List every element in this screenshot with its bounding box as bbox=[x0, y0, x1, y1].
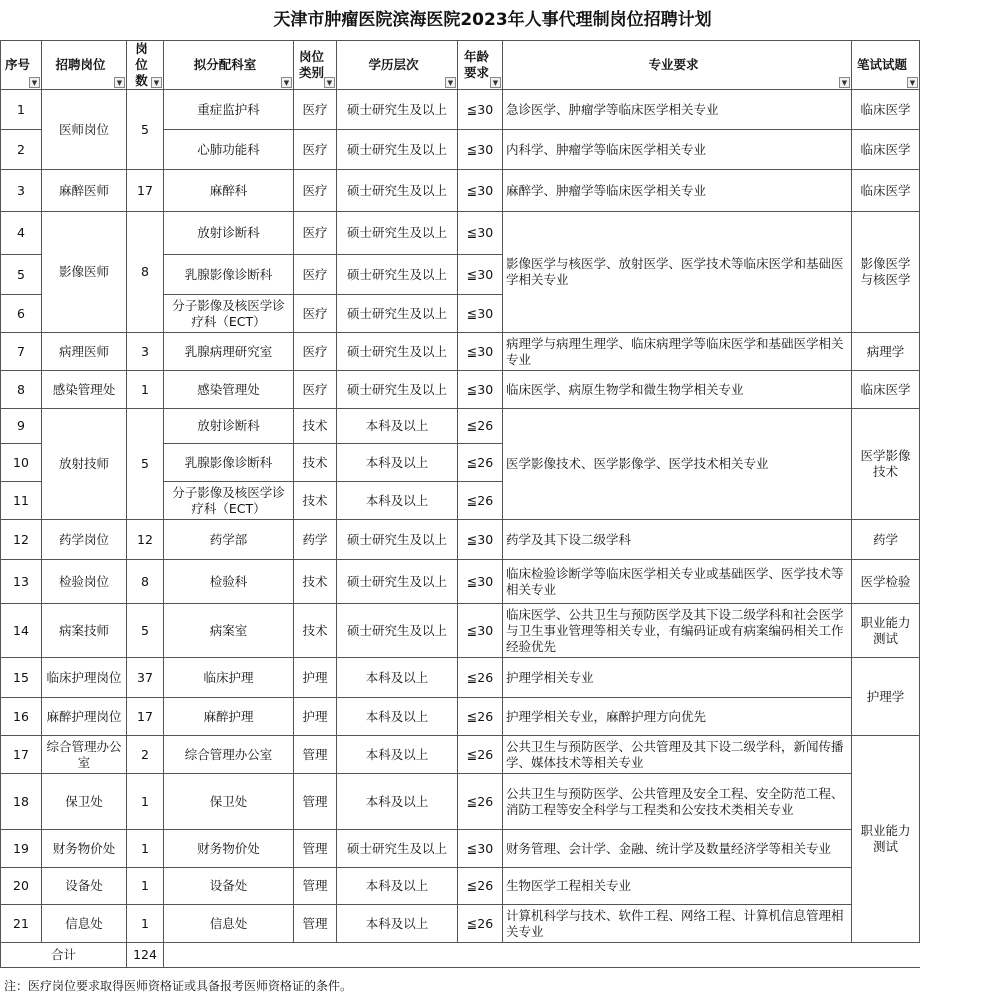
age-requirement-cell: ≦30 bbox=[458, 604, 503, 658]
department-cell: 重症监护科 bbox=[164, 90, 294, 130]
post-name-cell: 感染管理处 bbox=[42, 371, 127, 409]
education-level-cell: 本科及以上 bbox=[337, 444, 458, 482]
table-row bbox=[1, 604, 920, 658]
major-requirement-cell: 影像医学与核医学、放射医学、医学技术等临床医学和基础医学相关专业 bbox=[503, 212, 852, 333]
row-number-cell: 16 bbox=[1, 698, 42, 736]
row-number-cell: 11 bbox=[1, 482, 42, 520]
post-category-cell: 医疗 bbox=[294, 130, 337, 170]
filter-dropdown-icon[interactable]: ▼ bbox=[114, 77, 125, 88]
department-cell: 临床护理 bbox=[164, 658, 294, 698]
post-count-cell: 3 bbox=[127, 333, 164, 371]
post-category-cell: 管理 bbox=[294, 905, 337, 943]
age-requirement-cell: ≦26 bbox=[458, 868, 503, 905]
major-requirement-cell: 内科学、肿瘤学等临床医学相关专业 bbox=[503, 130, 852, 170]
major-requirement-cell: 护理学相关专业 bbox=[503, 658, 852, 698]
post-category-cell: 护理 bbox=[294, 658, 337, 698]
education-level-cell: 本科及以上 bbox=[337, 736, 458, 774]
table-row bbox=[1, 409, 920, 444]
header-no: 序号 ▼ bbox=[1, 41, 42, 90]
department-cell: 检验科 bbox=[164, 560, 294, 604]
table-row bbox=[1, 170, 920, 212]
row-number-cell: 2 bbox=[1, 130, 42, 170]
education-level-cell: 硕士研究生及以上 bbox=[337, 212, 458, 255]
filter-dropdown-icon[interactable]: ▼ bbox=[29, 77, 40, 88]
age-requirement-cell: ≦26 bbox=[458, 444, 503, 482]
row-number-cell: 1 bbox=[1, 90, 42, 130]
post-count-cell: 5 bbox=[127, 604, 164, 658]
written-exam-cell: 职业能力测试 bbox=[852, 736, 920, 943]
post-category-cell: 医疗 bbox=[294, 170, 337, 212]
written-exam-cell: 医学影像技术 bbox=[852, 409, 920, 520]
post-name-cell: 麻醉护理岗位 bbox=[42, 698, 127, 736]
header-education: 学历层次 ▼ bbox=[337, 41, 458, 90]
filter-dropdown-icon[interactable]: ▼ bbox=[281, 77, 292, 88]
age-requirement-cell: ≦30 bbox=[458, 255, 503, 295]
education-level-cell: 硕士研究生及以上 bbox=[337, 130, 458, 170]
row-number-cell: 13 bbox=[1, 560, 42, 604]
row-number-cell: 10 bbox=[1, 444, 42, 482]
header-exam: 笔试试题 ▼ bbox=[852, 41, 920, 90]
department-cell: 设备处 bbox=[164, 868, 294, 905]
post-category-cell: 医疗 bbox=[294, 255, 337, 295]
post-name-cell: 影像医师 bbox=[42, 212, 127, 333]
filter-dropdown-icon[interactable]: ▼ bbox=[151, 77, 162, 88]
age-requirement-cell: ≦26 bbox=[458, 698, 503, 736]
education-level-cell: 硕士研究生及以上 bbox=[337, 90, 458, 130]
major-requirement-cell: 公共卫生与预防医学、公共管理及安全工程、安全防范工程、消防工程等安全科学与工程类和公安技术类相关专业 bbox=[503, 774, 852, 830]
row-number-cell: 3 bbox=[1, 170, 42, 212]
department-cell: 保卫处 bbox=[164, 774, 294, 830]
post-name-cell: 医师岗位 bbox=[42, 90, 127, 170]
post-count-cell: 5 bbox=[127, 90, 164, 170]
header-category: 岗位类别 ▼ bbox=[294, 41, 337, 90]
total-count: 124 bbox=[127, 943, 164, 968]
header-row bbox=[1, 41, 920, 90]
filter-dropdown-icon[interactable]: ▼ bbox=[445, 77, 456, 88]
table-row bbox=[1, 658, 920, 698]
post-category-cell: 护理 bbox=[294, 698, 337, 736]
education-level-cell: 硕士研究生及以上 bbox=[337, 371, 458, 409]
row-number-cell: 15 bbox=[1, 658, 42, 698]
major-requirement-cell: 急诊医学、肿瘤学等临床医学相关专业 bbox=[503, 90, 852, 130]
written-exam-cell: 药学 bbox=[852, 520, 920, 560]
row-number-cell: 4 bbox=[1, 212, 42, 255]
education-level-cell: 本科及以上 bbox=[337, 658, 458, 698]
post-category-cell: 技术 bbox=[294, 409, 337, 444]
education-level-cell: 本科及以上 bbox=[337, 698, 458, 736]
post-name-cell: 保卫处 bbox=[42, 774, 127, 830]
table-row bbox=[1, 830, 920, 868]
department-cell: 乳腺影像诊断科 bbox=[164, 255, 294, 295]
post-category-cell: 管理 bbox=[294, 868, 337, 905]
row-number-cell: 20 bbox=[1, 868, 42, 905]
age-requirement-cell: ≦30 bbox=[458, 520, 503, 560]
header-age: 年龄要求 ▼ bbox=[458, 41, 503, 90]
department-cell: 分子影像及核医学诊疗科（ECT） bbox=[164, 482, 294, 520]
age-requirement-cell: ≦30 bbox=[458, 560, 503, 604]
age-requirement-cell: ≦30 bbox=[458, 830, 503, 868]
row-number-cell: 12 bbox=[1, 520, 42, 560]
written-exam-cell: 临床医学 bbox=[852, 130, 920, 170]
department-cell: 放射诊断科 bbox=[164, 212, 294, 255]
post-count-cell: 1 bbox=[127, 774, 164, 830]
table-row bbox=[1, 333, 920, 371]
row-number-cell: 14 bbox=[1, 604, 42, 658]
post-category-cell: 医疗 bbox=[294, 295, 337, 333]
filter-dropdown-icon[interactable]: ▼ bbox=[839, 77, 850, 88]
education-level-cell: 硕士研究生及以上 bbox=[337, 830, 458, 868]
age-requirement-cell: ≦30 bbox=[458, 170, 503, 212]
row-number-cell: 19 bbox=[1, 830, 42, 868]
post-count-cell: 1 bbox=[127, 830, 164, 868]
post-count-cell: 1 bbox=[127, 868, 164, 905]
age-requirement-cell: ≦30 bbox=[458, 295, 503, 333]
age-requirement-cell: ≦30 bbox=[458, 90, 503, 130]
age-requirement-cell: ≦30 bbox=[458, 333, 503, 371]
major-requirement-cell: 公共卫生与预防医学、公共管理及其下设二级学科，新闻传播学、媒体技术等相关专业 bbox=[503, 736, 852, 774]
table-row bbox=[1, 90, 920, 130]
post-count-cell: 17 bbox=[127, 698, 164, 736]
row-number-cell: 9 bbox=[1, 409, 42, 444]
major-requirement-cell: 计算机科学与技术、软件工程、网络工程、计算机信息管理相关专业 bbox=[503, 905, 852, 943]
department-cell: 病案室 bbox=[164, 604, 294, 658]
post-name-cell: 综合管理办公室 bbox=[42, 736, 127, 774]
age-requirement-cell: ≦26 bbox=[458, 482, 503, 520]
post-category-cell: 技术 bbox=[294, 604, 337, 658]
written-exam-cell: 临床医学 bbox=[852, 170, 920, 212]
row-number-cell: 21 bbox=[1, 905, 42, 943]
post-name-cell: 设备处 bbox=[42, 868, 127, 905]
post-name-cell: 药学岗位 bbox=[42, 520, 127, 560]
post-category-cell: 管理 bbox=[294, 774, 337, 830]
education-level-cell: 硕士研究生及以上 bbox=[337, 255, 458, 295]
row-number-cell: 17 bbox=[1, 736, 42, 774]
major-requirement-cell: 生物医学工程相关专业 bbox=[503, 868, 852, 905]
footnote: 注：医疗岗位要求取得医师资格证或具备报考医师资格证的条件。 bbox=[4, 979, 353, 993]
header-dept: 拟分配科室 ▼ bbox=[164, 41, 294, 90]
written-exam-cell: 护理学 bbox=[852, 658, 920, 736]
major-requirement-cell: 药学及其下设二级学科 bbox=[503, 520, 852, 560]
education-level-cell: 硕士研究生及以上 bbox=[337, 560, 458, 604]
education-level-cell: 本科及以上 bbox=[337, 482, 458, 520]
post-category-cell: 管理 bbox=[294, 736, 337, 774]
education-level-cell: 硕士研究生及以上 bbox=[337, 333, 458, 371]
department-cell: 麻醉护理 bbox=[164, 698, 294, 736]
age-requirement-cell: ≦26 bbox=[458, 409, 503, 444]
department-cell: 信息处 bbox=[164, 905, 294, 943]
major-requirement-cell: 临床检验诊断学等临床医学相关专业或基础医学、医学技术等相关专业 bbox=[503, 560, 852, 604]
post-count-cell: 2 bbox=[127, 736, 164, 774]
post-count-cell: 1 bbox=[127, 905, 164, 943]
table-row bbox=[1, 212, 920, 255]
department-cell: 麻醉科 bbox=[164, 170, 294, 212]
post-count-cell: 12 bbox=[127, 520, 164, 560]
written-exam-cell: 影像医学与核医学 bbox=[852, 212, 920, 333]
major-requirement-cell: 病理学与病理生理学、临床病理学等临床医学和基础医学相关专业 bbox=[503, 333, 852, 371]
education-level-cell: 硕士研究生及以上 bbox=[337, 295, 458, 333]
major-requirement-cell: 财务管理、会计学、金融、统计学及数量经济学等相关专业 bbox=[503, 830, 852, 868]
post-count-cell: 5 bbox=[127, 409, 164, 520]
recruitment-table bbox=[0, 40, 920, 968]
filter-dropdown-icon[interactable]: ▼ bbox=[490, 77, 501, 88]
education-level-cell: 本科及以上 bbox=[337, 868, 458, 905]
row-number-cell: 6 bbox=[1, 295, 42, 333]
major-requirement-cell: 临床医学、公共卫生与预防医学及其下设二级学科和社会医学与卫生事业管理等相关专业，有编码证或有病案编码相关工作经验优先 bbox=[503, 604, 852, 658]
post-name-cell: 放射技师 bbox=[42, 409, 127, 520]
department-cell: 乳腺病理研究室 bbox=[164, 333, 294, 371]
written-exam-cell: 临床医学 bbox=[852, 90, 920, 130]
table-row bbox=[1, 520, 920, 560]
post-name-cell: 财务物价处 bbox=[42, 830, 127, 868]
age-requirement-cell: ≦30 bbox=[458, 371, 503, 409]
major-requirement-cell: 护理学相关专业，麻醉护理方向优先 bbox=[503, 698, 852, 736]
post-category-cell: 技术 bbox=[294, 560, 337, 604]
department-cell: 感染管理处 bbox=[164, 371, 294, 409]
total-empty bbox=[164, 943, 920, 968]
department-cell: 心肺功能科 bbox=[164, 130, 294, 170]
filter-dropdown-icon[interactable]: ▼ bbox=[907, 77, 918, 88]
header-major: 专业要求 ▼ bbox=[503, 41, 852, 90]
post-count-cell: 8 bbox=[127, 560, 164, 604]
major-requirement-cell: 医学影像技术、医学影像学、医学技术相关专业 bbox=[503, 409, 852, 520]
post-name-cell: 检验岗位 bbox=[42, 560, 127, 604]
age-requirement-cell: ≦30 bbox=[458, 130, 503, 170]
post-category-cell: 管理 bbox=[294, 830, 337, 868]
age-requirement-cell: ≦26 bbox=[458, 905, 503, 943]
age-requirement-cell: ≦26 bbox=[458, 736, 503, 774]
post-category-cell: 医疗 bbox=[294, 333, 337, 371]
written-exam-cell: 临床医学 bbox=[852, 371, 920, 409]
total-row bbox=[1, 943, 920, 968]
row-number-cell: 5 bbox=[1, 255, 42, 295]
post-name-cell: 临床护理岗位 bbox=[42, 658, 127, 698]
major-requirement-cell: 临床医学、病原生物学和微生物学相关专业 bbox=[503, 371, 852, 409]
table-row bbox=[1, 371, 920, 409]
post-category-cell: 技术 bbox=[294, 444, 337, 482]
row-number-cell: 7 bbox=[1, 333, 42, 371]
age-requirement-cell: ≦30 bbox=[458, 212, 503, 255]
education-level-cell: 本科及以上 bbox=[337, 905, 458, 943]
post-name-cell: 信息处 bbox=[42, 905, 127, 943]
age-requirement-cell: ≦26 bbox=[458, 774, 503, 830]
department-cell: 乳腺影像诊断科 bbox=[164, 444, 294, 482]
table-row bbox=[1, 736, 920, 774]
post-name-cell: 病理医师 bbox=[42, 333, 127, 371]
post-category-cell: 医疗 bbox=[294, 371, 337, 409]
major-requirement-cell: 麻醉学、肿瘤学等临床医学相关专业 bbox=[503, 170, 852, 212]
post-category-cell: 技术 bbox=[294, 482, 337, 520]
post-name-cell: 麻醉医师 bbox=[42, 170, 127, 212]
table-row bbox=[1, 905, 920, 943]
post-category-cell: 医疗 bbox=[294, 212, 337, 255]
row-number-cell: 18 bbox=[1, 774, 42, 830]
total-label: 合计 bbox=[1, 943, 127, 968]
age-requirement-cell: ≦26 bbox=[458, 658, 503, 698]
post-count-cell: 37 bbox=[127, 658, 164, 698]
department-cell: 综合管理办公室 bbox=[164, 736, 294, 774]
post-name-cell: 病案技师 bbox=[42, 604, 127, 658]
post-count-cell: 1 bbox=[127, 371, 164, 409]
post-category-cell: 医疗 bbox=[294, 90, 337, 130]
table-row bbox=[1, 560, 920, 604]
table-row bbox=[1, 774, 920, 830]
header-post: 招聘岗位 ▼ bbox=[42, 41, 127, 90]
post-category-cell: 药学 bbox=[294, 520, 337, 560]
post-count-cell: 8 bbox=[127, 212, 164, 333]
post-count-cell: 17 bbox=[127, 170, 164, 212]
department-cell: 分子影像及核医学诊疗科（ECT） bbox=[164, 295, 294, 333]
table-row bbox=[1, 868, 920, 905]
header-count: 岗位数 ▼ bbox=[127, 41, 164, 90]
row-number-cell: 8 bbox=[1, 371, 42, 409]
page-title: 天津市肿瘤医院滨海医院2023年人事代理制岗位招聘计划 bbox=[273, 10, 712, 30]
department-cell: 财务物价处 bbox=[164, 830, 294, 868]
written-exam-cell: 病理学 bbox=[852, 333, 920, 371]
education-level-cell: 硕士研究生及以上 bbox=[337, 520, 458, 560]
education-level-cell: 本科及以上 bbox=[337, 774, 458, 830]
education-level-cell: 硕士研究生及以上 bbox=[337, 604, 458, 658]
department-cell: 药学部 bbox=[164, 520, 294, 560]
education-level-cell: 本科及以上 bbox=[337, 409, 458, 444]
department-cell: 放射诊断科 bbox=[164, 409, 294, 444]
written-exam-cell: 医学检验 bbox=[852, 560, 920, 604]
education-level-cell: 硕士研究生及以上 bbox=[337, 170, 458, 212]
table-row bbox=[1, 698, 920, 736]
filter-dropdown-icon[interactable]: ▼ bbox=[324, 77, 335, 88]
written-exam-cell: 职业能力测试 bbox=[852, 604, 920, 658]
